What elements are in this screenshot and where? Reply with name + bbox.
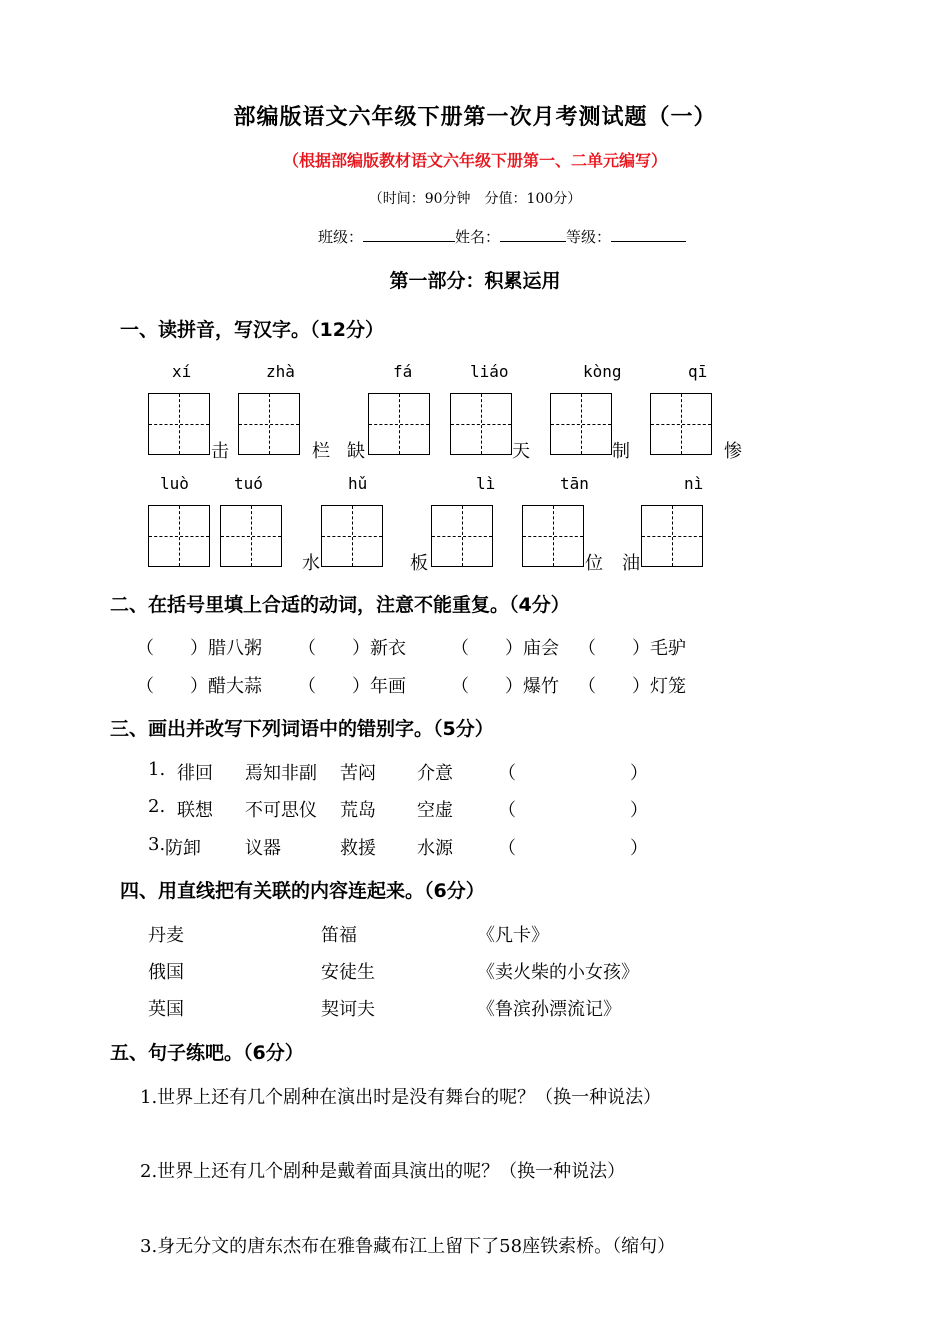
- answer-paren-open: （: [498, 800, 516, 821]
- page-title: 部编版语文六年级下册第一次月考测试题（一）: [233, 105, 717, 130]
- writing-box[interactable]: [148, 505, 210, 567]
- fill-item: （ ）年画: [298, 676, 406, 697]
- word: 介意: [417, 763, 453, 784]
- word: 不可思仪: [245, 800, 317, 821]
- word: 苦闷: [340, 763, 376, 784]
- part-title: 第一部分：积累运用: [389, 270, 561, 292]
- pinyin: luò: [160, 474, 189, 493]
- pinyin: nì: [684, 474, 704, 493]
- section1-heading: 一、读拼音，写汉字。（12分）: [120, 319, 384, 341]
- answer-paren-open: （: [498, 838, 516, 859]
- section4-heading: 四、用直线把有关联的内容连起来。（6分）: [120, 880, 485, 902]
- question: 2.世界上还有几个剧种是戴着面具演出的呢？（换一种说法）: [140, 1161, 626, 1182]
- answer-paren-close: ）: [630, 838, 648, 859]
- pinyin: tān: [560, 474, 589, 493]
- match-work[interactable]: 《鲁滨孙漂流记》: [477, 999, 621, 1020]
- writing-box[interactable]: [650, 393, 712, 455]
- writing-box[interactable]: [522, 505, 584, 567]
- writing-box[interactable]: [550, 393, 612, 455]
- writing-box[interactable]: [368, 393, 430, 455]
- char-label: 栏: [312, 441, 330, 462]
- char-label: 天: [512, 441, 530, 462]
- word: 水源: [417, 838, 453, 859]
- char-label: 板: [410, 553, 428, 574]
- pinyin: lì: [476, 474, 496, 493]
- pinyin: tuó: [234, 474, 263, 493]
- row-number: 1.: [148, 759, 166, 780]
- word: 救援: [340, 838, 376, 859]
- section3-heading: 三、画出并改写下列词语中的错别字。（5分）: [110, 718, 494, 740]
- section5-heading: 五、句子练吧。（6分）: [110, 1042, 304, 1064]
- fill-item: （ ）新衣: [298, 638, 406, 659]
- char-label: 击: [211, 441, 229, 462]
- grade-label: 等级：: [566, 228, 612, 246]
- question: 1.世界上还有几个剧种在演出时是没有舞台的呢？（换一种说法）: [140, 1087, 662, 1108]
- pinyin: xí: [172, 362, 192, 381]
- row-number: 3.: [148, 834, 166, 855]
- match-author[interactable]: 笛福: [321, 925, 357, 946]
- fill-item: （ ）爆竹: [451, 676, 559, 697]
- match-country[interactable]: 英国: [148, 999, 184, 1020]
- char-label: 制: [612, 441, 630, 462]
- match-author[interactable]: 安徒生: [321, 962, 375, 983]
- word: 徘回: [177, 763, 213, 784]
- fill-item: （ ）庙会: [451, 638, 559, 659]
- fill-item: （ ）毛驴: [578, 638, 686, 659]
- class-label: 班级：: [318, 228, 364, 246]
- writing-box[interactable]: [431, 505, 493, 567]
- word: 空虚: [417, 800, 453, 821]
- char-label: 位: [585, 553, 603, 574]
- writing-box[interactable]: [450, 393, 512, 455]
- char-label: 水: [302, 553, 320, 574]
- pinyin: kòng: [583, 362, 622, 381]
- pinyin: hǔ: [348, 474, 368, 493]
- word: 防卸: [165, 838, 201, 859]
- class-blank[interactable]: [363, 225, 455, 242]
- writing-box[interactable]: [641, 505, 703, 567]
- grade-blank[interactable]: [611, 225, 686, 242]
- answer-paren-open: （: [498, 763, 516, 784]
- row-number: 2.: [148, 796, 166, 817]
- page-subtitle: （根据部编版教材语文六年级下册第一、二单元编写）: [282, 151, 667, 170]
- pinyin: qī: [688, 362, 708, 381]
- match-author[interactable]: 契诃夫: [321, 999, 375, 1020]
- answer-paren-close: ）: [630, 800, 648, 821]
- word: 联想: [177, 800, 213, 821]
- word: 议器: [245, 838, 281, 859]
- student-info: [318, 225, 686, 247]
- match-country[interactable]: 丹麦: [148, 925, 184, 946]
- fill-item: （ ）腊八粥: [136, 638, 262, 659]
- match-work[interactable]: 《凡卡》: [477, 925, 549, 946]
- fill-item: （ ）灯笼: [578, 676, 686, 697]
- word: 焉知非副: [245, 763, 317, 784]
- writing-box[interactable]: [220, 505, 282, 567]
- writing-box[interactable]: [238, 393, 300, 455]
- fill-item: （ ）醋大蒜: [136, 676, 262, 697]
- match-country[interactable]: 俄国: [148, 962, 184, 983]
- name-label: 姓名：: [455, 228, 501, 246]
- word: 荒岛: [340, 800, 376, 821]
- name-blank[interactable]: [500, 225, 566, 242]
- writing-box[interactable]: [148, 393, 210, 455]
- pinyin: fá: [393, 362, 413, 381]
- match-work[interactable]: 《卖火柴的小女孩》: [477, 962, 639, 983]
- section2-heading: 二、在括号里填上合适的动词，注意不能重复。（4分）: [110, 594, 570, 616]
- char-label: 缺: [347, 441, 365, 462]
- pinyin: zhà: [266, 362, 295, 381]
- question: 3.身无分文的唐东杰布在雅鲁藏布江上留下了58座铁索桥。（缩句）: [140, 1236, 676, 1257]
- writing-box[interactable]: [321, 505, 383, 567]
- char-label: 惨: [724, 441, 742, 462]
- char-label: 油: [622, 553, 640, 574]
- time-info: （时间：90分钟 分值：100分）: [368, 191, 582, 207]
- pinyin: liáo: [470, 362, 509, 381]
- answer-paren-close: ）: [630, 763, 648, 784]
